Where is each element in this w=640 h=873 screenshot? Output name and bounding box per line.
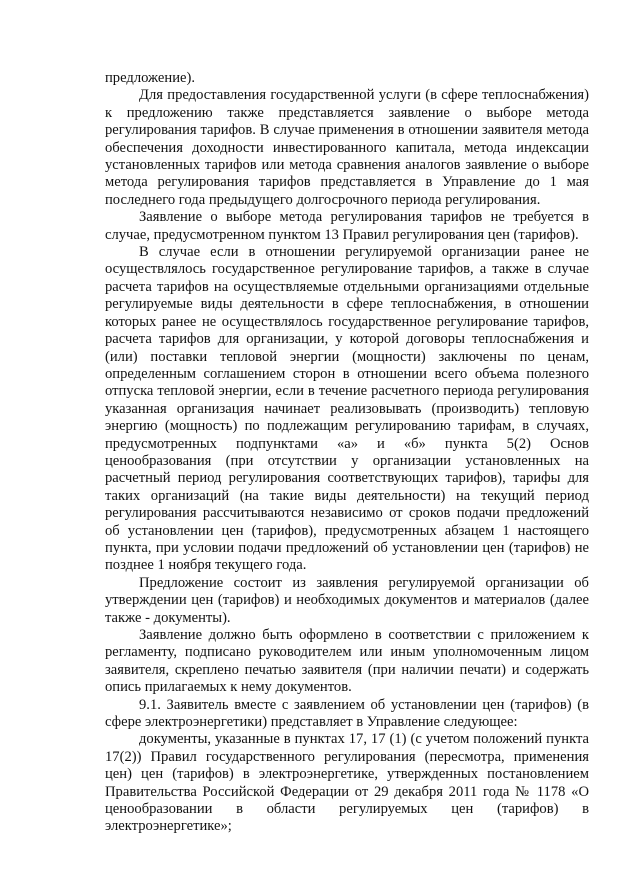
paragraph-proposal-composition: Предложение состоит из заявления регулируемой организации об утверждении цен (тарифов) и необходимых документов и материалов (далее также - документы).	[105, 574, 589, 626]
paragraph-continuation: предложение).	[105, 70, 196, 86]
paragraph-tariff-calculation: В случае если в отношении регулируемой организации ранее не осуществлялось государственное регулирование тарифов, а также в случае расчета тарифов на осуществляемые отдельными организациями отдельные регулируемые виды деятельности в сфере теплоснабжения, в отношении которых ранее не осуществлялось государственное регулирование тарифов, расчета тарифов для организации, у которой договоры теплоснабжения и (или) поставки тепловой энергии (мощности) заключены по ценам, определенным соглашением сторон в отношении всего объема полезного отпуска тепловой энергии, если в течение расчетного периода регулирования указанная организация начинает реализовывать (производить) тепловую энергию (мощность) по подлежащим регулированию тарифам, в случаях, предусмотренных подпунктами «а» и «б» пункта 5(2) Основ ценообразования (при отсутствии у организации установленных на расчетный период регулирования соответствующих тарифов), тарифы для таких организаций (на такие виды деятельности) на текущий период регулирования рассчитываются независимо от сроков подачи предложений об установлении цен (тарифов), предусмотренных абзацем 1 настоящего пункта, при условии подачи предложений об установлении цен (тарифов) не позднее 1 ноября текущего года.	[105, 244, 589, 574]
paragraph-section-9-1: 9.1. Заявитель вместе с заявлением об установлении цен (тарифов) (в сфере электроэнергетики) представляет в Управление следующее:	[105, 696, 589, 731]
paragraph-statement-not-required: Заявление о выборе метода регулирования тарифов не требуется в случае, предусмотренном пунктом 13 Правил регулирования цен (тарифов).	[105, 209, 589, 243]
paragraph-method-statement: Для предоставления государственной услуги (в сфере теплоснабжения) к предложению также представляется заявление о выборе метода регулирования тарифов. В случае применения в отношении заявителя метода обеспечения доходности инвестированного капитала, метода индексации установленных тарифов или метода сравнения аналогов заявление о выборе метода регулирования тарифов представляется в Управление до 1 мая последнего года предыдущего долгосрочного периода регулирования.	[105, 87, 589, 208]
document-body	[105, 70, 589, 836]
paragraph-documents-list: документы, указанные в пунктах 17, 17 (1) (с учетом положений пункта 17(2)) Правил государственного регулирования (пересмотра, применения цен) цен (тарифов) в электроэнергетике, утвержденных постановлением Правительства Российской Федерации от 29 декабря 2011 года № 1178 «О ценообразовании в области регулируемых цен (тарифов) в электроэнергетике»;	[105, 731, 589, 835]
paragraph-statement-requirements: Заявление должно быть оформлено в соответствии с приложением к регламенту, подписано руководителем или иным уполномоченным лицом заявителя, скреплено печатью заявителя (при наличии печати) и содержать опись прилагаемых к нему документов.	[105, 627, 589, 696]
